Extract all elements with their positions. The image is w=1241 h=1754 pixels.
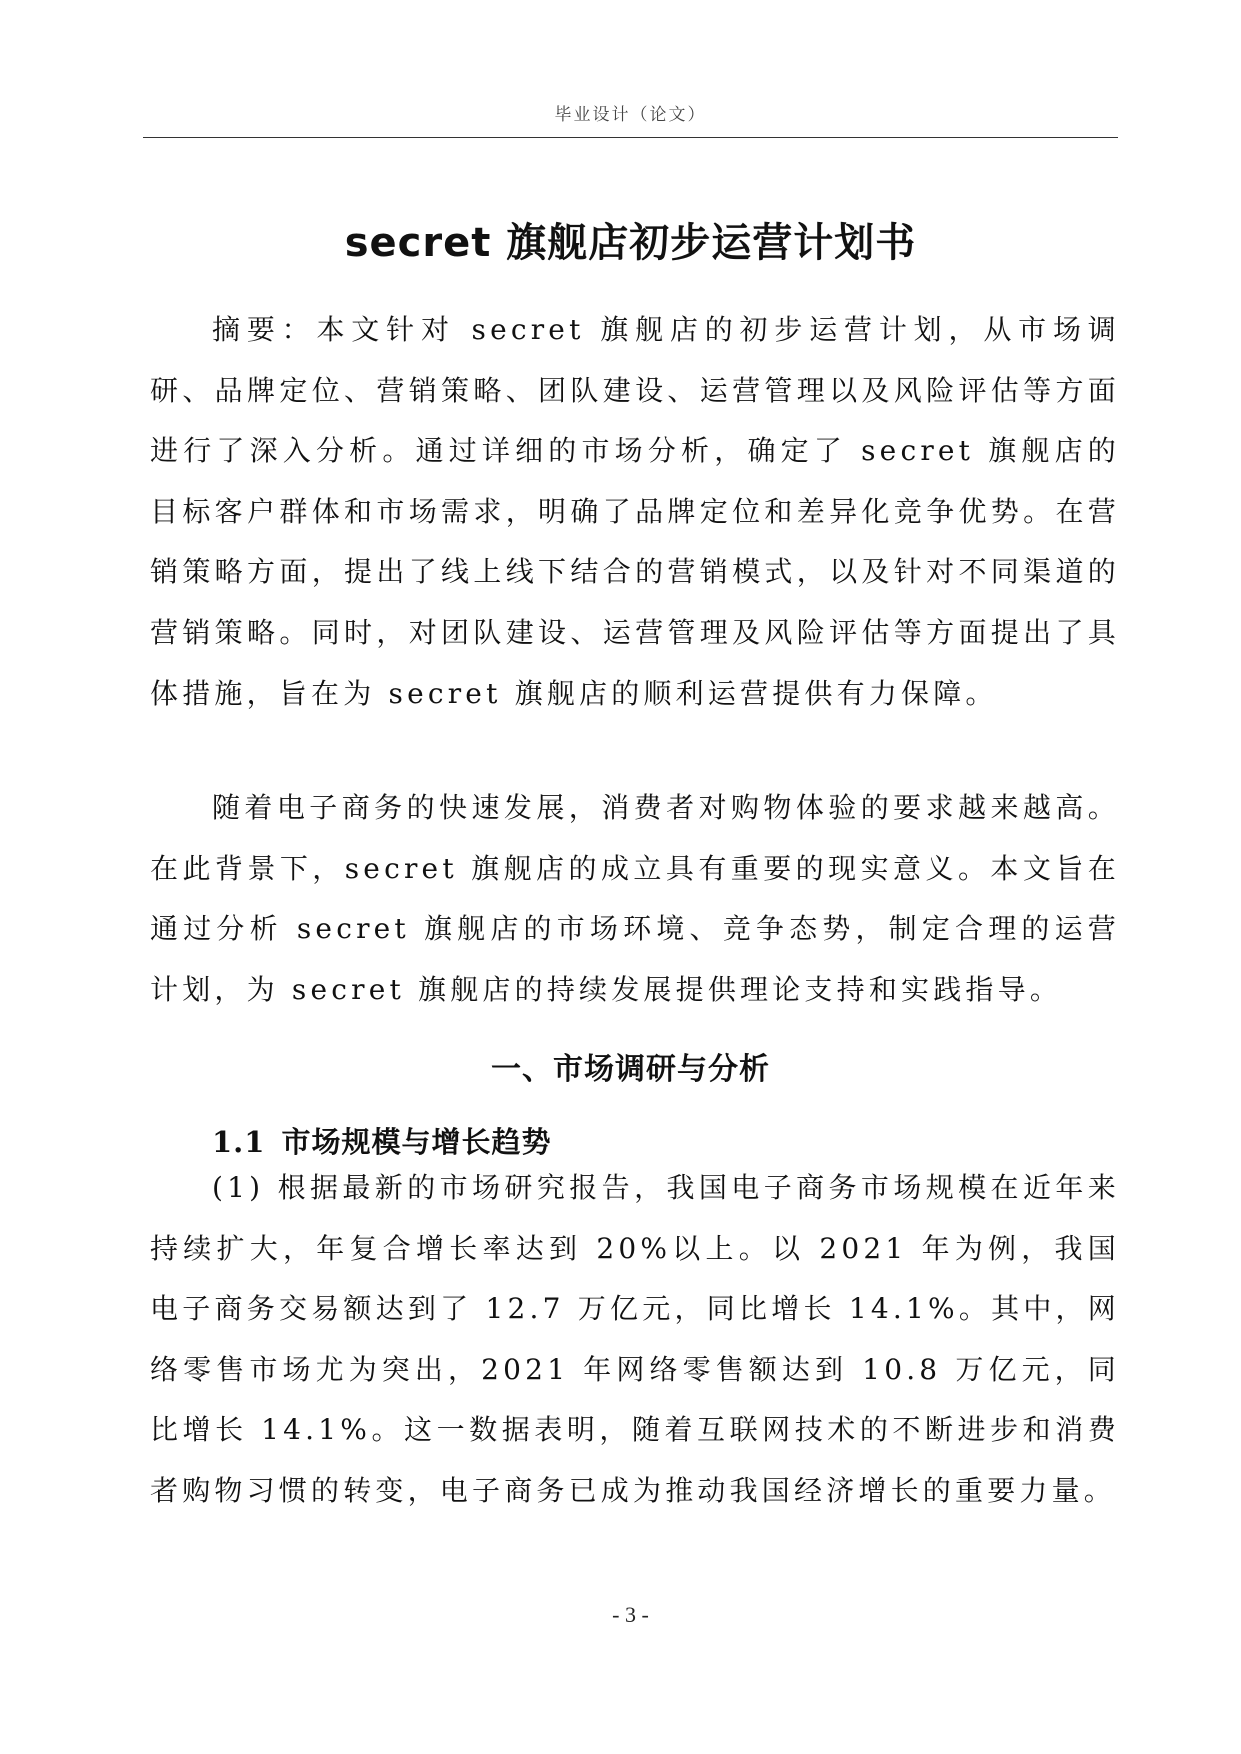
- subsection-title: 市场规模与增长趋势: [281, 1125, 552, 1159]
- document-title: secret 旗舰店初步运营计划书: [344, 219, 917, 266]
- header-divider: [143, 137, 1118, 138]
- subsection-number: 1.1: [212, 1125, 266, 1159]
- section-heading: 一、市场调研与分析: [491, 1051, 770, 1087]
- page-number: - 3 -: [612, 1602, 649, 1627]
- running-header: 毕业设计（论文）: [554, 105, 707, 125]
- market-size-paragraph: (1) 根据最新的市场研究报告，我国电子商务市场规模在近年来持续扩大，年复合增长率达到 20%以上。以 2021 年为例，我国电子商务交易额达到了 12.7 万亿元，同比增长 14.1%。其中，网络零售市场尤为突出，2021 年网络零售额达到 10.8 万亿元，同比增长 14.1%。这一数据表明，随着互联网技术的不断进步和消费者购物习惯的转变，电子商务已成为推动我国经济增长的重要力量。: [150, 1171, 1120, 1507]
- introduction-paragraph: 随着电子商务的快速发展，消费者对购物体验的要求越来越高。在此背景下，secret 旗舰店的成立具有重要的现实意义。本文旨在通过分析 secret 旗舰店的市场环境、竞争态势，制定合理的运营计划，为 secret 旗舰店的持续发展提供理论支持和实践指导。: [150, 791, 1120, 1006]
- abstract-paragraph: 摘要：本文针对 secret 旗舰店的初步运营计划，从市场调研、品牌定位、营销策略、团队建设、运营管理以及风险评估等方面进行了深入分析。通过详细的市场分析，确定了 secret 旗舰店的目标客户群体和市场需求，明确了品牌定位和差异化竞争优势。在营销策略方面，提出了线上线下结合的营销模式，以及针对不同渠道的营销策略。同时，对团队建设、运营管理及风险评估等方面提出了具体措施，旨在为 secret 旗舰店的顺利运营提供有力保障。: [150, 313, 1120, 710]
